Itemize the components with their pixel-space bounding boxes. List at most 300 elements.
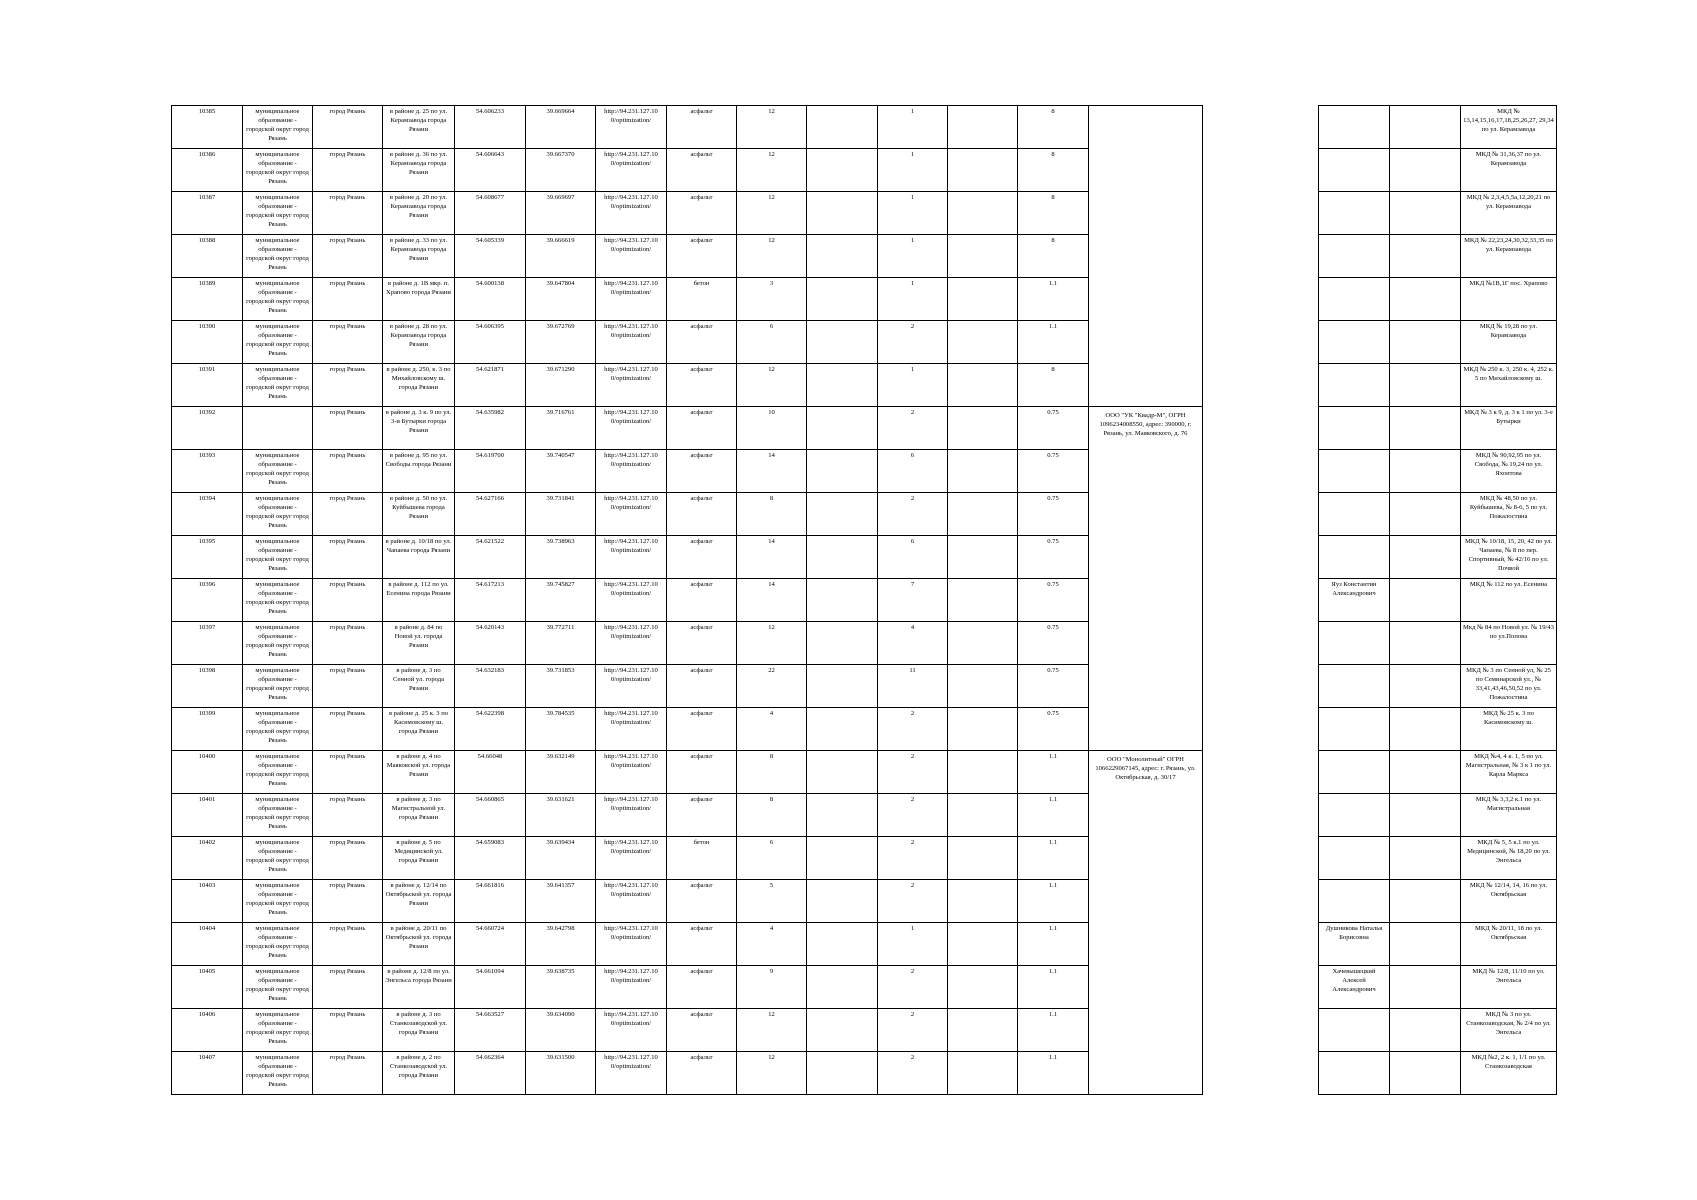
number-cell: 10385 <box>172 106 243 149</box>
column-gap <box>1203 235 1319 278</box>
volume-cell: 1.1 <box>1018 321 1089 364</box>
volume-cell: 0.75 <box>1018 622 1089 665</box>
area-count-cell: 2 <box>878 880 948 923</box>
city-cell: город Рязань <box>313 622 383 665</box>
volume-cell: 0.75 <box>1018 450 1089 493</box>
empty-cell <box>1390 837 1461 880</box>
empty-cell <box>807 450 878 493</box>
cover-cell: бетон <box>667 278 737 321</box>
empty-cell <box>807 106 878 149</box>
city-cell: город Рязань <box>313 579 383 622</box>
city-cell: город Рязань <box>313 837 383 880</box>
number-cell: 10402 <box>172 837 243 880</box>
empty-cell <box>948 751 1018 794</box>
url-cell: http://94.231.127.10 0/optimization/ <box>596 966 667 1009</box>
address-cell: в районе д. 3 по Станкозаводской ул. города Рязани <box>383 1009 455 1052</box>
table-row <box>172 622 1557 665</box>
city-cell: город Рязань <box>313 708 383 751</box>
url-cell: http://94.231.127.10 0/optimization/ <box>596 106 667 149</box>
column-gap <box>1203 364 1319 407</box>
area-count-cell: 2 <box>878 321 948 364</box>
table-row <box>172 235 1557 278</box>
address-cell: в районе д. 84 по Новой ул. города Рязани <box>383 622 455 665</box>
column-gap <box>1203 794 1319 837</box>
address-cell: в районе д. 20/11 по Октябрьской ул. города Рязани <box>383 923 455 966</box>
area-count-cell: 11 <box>878 665 948 708</box>
table-row <box>172 1052 1557 1095</box>
latitude-cell: 54.635982 <box>455 407 526 450</box>
cover-cell: асфальт <box>667 794 737 837</box>
containers-count-cell: 12 <box>737 364 807 407</box>
empty-cell <box>807 364 878 407</box>
cover-cell: асфальт <box>667 407 737 450</box>
buildings-cell: МКД № 20/11, 18 по ул. Октябрьская <box>1461 923 1557 966</box>
municipality-cell: муниципальное образование - городской округ город Рязань <box>243 1009 313 1052</box>
empty-cell <box>807 149 878 192</box>
containers-count-cell: 12 <box>737 1009 807 1052</box>
area-count-cell: 2 <box>878 493 948 536</box>
containers-count-cell: 12 <box>737 622 807 665</box>
longitude-cell: 39.638735 <box>526 966 596 1009</box>
empty-cell <box>948 966 1018 1009</box>
empty-cell <box>807 708 878 751</box>
municipality-cell: муниципальное образование - городской округ город Рязань <box>243 321 313 364</box>
url-cell: http://94.231.127.10 0/optimization/ <box>596 536 667 579</box>
empty-cell <box>807 966 878 1009</box>
empty-cell <box>1390 364 1461 407</box>
empty-cell <box>1390 708 1461 751</box>
empty-cell <box>807 536 878 579</box>
owner-cell <box>1319 364 1390 407</box>
municipality-cell: муниципальное образование - городской округ город Рязань <box>243 149 313 192</box>
empty-cell <box>807 321 878 364</box>
city-cell: город Рязань <box>313 1009 383 1052</box>
owner-cell <box>1319 450 1390 493</box>
empty-cell <box>807 579 878 622</box>
empty-cell <box>807 622 878 665</box>
owner-cell <box>1319 622 1390 665</box>
area-count-cell: 2 <box>878 1052 948 1095</box>
buildings-cell: МКД № 3,3,2 к.1 по ул. Магистральная <box>1461 794 1557 837</box>
city-cell: город Рязань <box>313 235 383 278</box>
volume-cell: 1.1 <box>1018 966 1089 1009</box>
city-cell: город Рязань <box>313 794 383 837</box>
volume-cell: 0.75 <box>1018 493 1089 536</box>
number-cell: 10397 <box>172 622 243 665</box>
table-row <box>172 794 1557 837</box>
city-cell: город Рязань <box>313 966 383 1009</box>
empty-cell <box>807 880 878 923</box>
address-cell: в районе д. 12/8 по ул. Энгельса города Рязани <box>383 966 455 1009</box>
latitude-cell: 54.608677 <box>455 192 526 235</box>
city-cell: город Рязань <box>313 923 383 966</box>
empty-cell <box>1390 493 1461 536</box>
url-cell: http://94.231.127.10 0/optimization/ <box>596 149 667 192</box>
latitude-cell: 54.622398 <box>455 708 526 751</box>
address-cell: в районе д. 12/14 по Октябрьской ул. города Рязани <box>383 880 455 923</box>
latitude-cell: 54.605339 <box>455 235 526 278</box>
longitude-cell: 39.738963 <box>526 536 596 579</box>
longitude-cell: 39.666619 <box>526 235 596 278</box>
city-cell: город Рязань <box>313 192 383 235</box>
latitude-cell: 54.619700 <box>455 450 526 493</box>
longitude-cell: 39.669664 <box>526 106 596 149</box>
owner-cell <box>1319 493 1390 536</box>
url-cell: http://94.231.127.10 0/optimization/ <box>596 321 667 364</box>
column-gap <box>1203 536 1319 579</box>
buildings-cell: МКД № 25 к. 3 по Касимовскому ш. <box>1461 708 1557 751</box>
url-cell: http://94.231.127.10 0/optimization/ <box>596 278 667 321</box>
volume-cell: 1.1 <box>1018 794 1089 837</box>
owner-cell <box>1319 794 1390 837</box>
address-cell: в районе д. 250, к. 3 по Михайловскому ш. города Рязани <box>383 364 455 407</box>
containers-count-cell: 14 <box>737 579 807 622</box>
address-cell: в районе д. 33 по ул. Керамзавода города Рязани <box>383 235 455 278</box>
longitude-cell: 39.634090 <box>526 1009 596 1052</box>
empty-cell <box>1390 278 1461 321</box>
empty-cell <box>948 837 1018 880</box>
cover-cell: асфальт <box>667 493 737 536</box>
buildings-cell: МКД № 2,3,4,5,5а,12,20,21 по ул. Керамзавода <box>1461 192 1557 235</box>
municipality-cell: муниципальное образование - городской округ город Рязань <box>243 622 313 665</box>
column-gap <box>1203 192 1319 235</box>
longitude-cell: 39.641357 <box>526 880 596 923</box>
longitude-cell: 39.669697 <box>526 192 596 235</box>
empty-cell <box>948 192 1018 235</box>
containers-count-cell: 8 <box>737 493 807 536</box>
owner-cell <box>1319 192 1390 235</box>
empty-cell <box>807 837 878 880</box>
empty-cell <box>948 665 1018 708</box>
empty-cell <box>948 106 1018 149</box>
empty-cell <box>948 1009 1018 1052</box>
empty-cell <box>948 364 1018 407</box>
cover-cell: асфальт <box>667 966 737 1009</box>
number-cell: 10392 <box>172 407 243 450</box>
municipality-cell: муниципальное образование - городской округ город Рязань <box>243 794 313 837</box>
cover-cell: асфальт <box>667 321 737 364</box>
empty-cell <box>1390 966 1461 1009</box>
cover-cell: асфальт <box>667 1052 737 1095</box>
number-cell: 10399 <box>172 708 243 751</box>
containers-count-cell: 12 <box>737 1052 807 1095</box>
municipality-cell: муниципальное образование - городской округ город Рязань <box>243 837 313 880</box>
cover-cell: асфальт <box>667 192 737 235</box>
volume-cell: 8 <box>1018 364 1089 407</box>
empty-cell <box>1390 407 1461 450</box>
empty-cell <box>807 235 878 278</box>
empty-cell <box>1390 149 1461 192</box>
containers-count-cell: 8 <box>737 794 807 837</box>
area-count-cell: 1 <box>878 235 948 278</box>
column-gap <box>1203 708 1319 751</box>
buildings-cell: МКД № 3 по Сенной ул, № 25 по Семинарской ул., № 33,41,43,46,50,52 по ул. Пожалостина <box>1461 665 1557 708</box>
column-gap <box>1203 1052 1319 1095</box>
containers-count-cell: 4 <box>737 708 807 751</box>
area-count-cell: 6 <box>878 450 948 493</box>
table-row <box>172 106 1557 149</box>
containers-count-cell: 12 <box>737 149 807 192</box>
column-gap <box>1203 493 1319 536</box>
column-gap <box>1203 106 1319 149</box>
empty-cell <box>1390 450 1461 493</box>
cover-cell: асфальт <box>667 235 737 278</box>
latitude-cell: 54.663527 <box>455 1009 526 1052</box>
table-row <box>172 579 1557 622</box>
empty-cell <box>807 751 878 794</box>
municipality-cell: муниципальное образование - городской округ город Рязань <box>243 708 313 751</box>
address-cell: в районе д. 28 по ул. Керамзавода города Рязани <box>383 321 455 364</box>
column-gap <box>1203 407 1319 450</box>
empty-cell <box>1390 923 1461 966</box>
latitude-cell: 54.621871 <box>455 364 526 407</box>
address-cell: в районе д. 112 по ул. Есенина города Рязани <box>383 579 455 622</box>
area-count-cell: 2 <box>878 837 948 880</box>
address-cell: в районе д. 4 по Маяковской ул. города Рязани <box>383 751 455 794</box>
number-cell: 10406 <box>172 1009 243 1052</box>
cover-cell: асфальт <box>667 751 737 794</box>
buildings-cell: МКД № 12/14, 14, 16 по ул. Октябрьская <box>1461 880 1557 923</box>
url-cell: http://94.231.127.10 0/optimization/ <box>596 708 667 751</box>
longitude-cell: 39.745827 <box>526 579 596 622</box>
column-gap <box>1203 149 1319 192</box>
longitude-cell: 39.631621 <box>526 794 596 837</box>
latitude-cell: 54.659083 <box>455 837 526 880</box>
table-row <box>172 966 1557 1009</box>
latitude-cell: 54.660865 <box>455 794 526 837</box>
volume-cell: 0.75 <box>1018 708 1089 751</box>
column-gap <box>1203 579 1319 622</box>
number-cell: 10387 <box>172 192 243 235</box>
address-cell: в районе д. 5 по Медицинской ул. города Рязани <box>383 837 455 880</box>
municipality-cell: муниципальное образование - городской округ город Рязань <box>243 1052 313 1095</box>
owner-cell <box>1319 536 1390 579</box>
empty-cell <box>1390 794 1461 837</box>
column-gap <box>1203 450 1319 493</box>
volume-cell: 8 <box>1018 106 1089 149</box>
area-count-cell: 1 <box>878 192 948 235</box>
owner-cell <box>1319 321 1390 364</box>
volume-cell: 1.1 <box>1018 751 1089 794</box>
area-count-cell: 2 <box>878 751 948 794</box>
longitude-cell: 39.671290 <box>526 364 596 407</box>
buildings-cell: МКД № 31,36,37 по ул. Керамзавода <box>1461 149 1557 192</box>
latitude-cell: 54.661094 <box>455 966 526 1009</box>
buildings-cell: Мкд № 84 по Новой ул. № 19/43 по ул.Попова <box>1461 622 1557 665</box>
address-cell: в районе д. 1В мкр. п. Храпово города Рязани <box>383 278 455 321</box>
longitude-cell: 39.647804 <box>526 278 596 321</box>
url-cell: http://94.231.127.10 0/optimization/ <box>596 1052 667 1095</box>
column-gap <box>1203 923 1319 966</box>
owner-cell <box>1319 149 1390 192</box>
column-gap <box>1203 966 1319 1009</box>
empty-cell <box>807 665 878 708</box>
longitude-cell: 39.772711 <box>526 622 596 665</box>
table-row <box>172 364 1557 407</box>
operator-cell <box>1089 106 1203 407</box>
latitude-cell: 54.621522 <box>455 536 526 579</box>
url-cell: http://94.231.127.10 0/optimization/ <box>596 192 667 235</box>
url-cell: http://94.231.127.10 0/optimization/ <box>596 407 667 450</box>
containers-count-cell: 12 <box>737 192 807 235</box>
buildings-cell: МКД №1В,1Г пос. Храпово <box>1461 278 1557 321</box>
area-count-cell: 1 <box>878 923 948 966</box>
url-cell: http://94.231.127.10 0/optimization/ <box>596 665 667 708</box>
volume-cell: 8 <box>1018 235 1089 278</box>
volume-cell: 1.1 <box>1018 837 1089 880</box>
volume-cell: 1.1 <box>1018 1052 1089 1095</box>
url-cell: http://94.231.127.10 0/optimization/ <box>596 751 667 794</box>
number-cell: 10403 <box>172 880 243 923</box>
address-cell: в районе д. 2 по Станкозаводской ул. города Рязани <box>383 1052 455 1095</box>
latitude-cell: 54.627166 <box>455 493 526 536</box>
column-gap <box>1203 665 1319 708</box>
city-cell: город Рязань <box>313 493 383 536</box>
containers-count-cell: 14 <box>737 536 807 579</box>
empty-cell <box>948 450 1018 493</box>
table-row <box>172 751 1557 794</box>
owner-cell <box>1319 407 1390 450</box>
longitude-cell: 39.731853 <box>526 665 596 708</box>
buildings-cell: МКД № 22,23,24,30,32,33,35 по ул. Керамзавода <box>1461 235 1557 278</box>
number-cell: 10389 <box>172 278 243 321</box>
containers-count-cell: 3 <box>737 278 807 321</box>
latitude-cell: 54.66048 <box>455 751 526 794</box>
longitude-cell: 39.667370 <box>526 149 596 192</box>
municipality-cell: муниципальное образование - городской округ город Рязань <box>243 536 313 579</box>
buildings-cell: МКД № 19,28 по ул. Керамзавода <box>1461 321 1557 364</box>
number-cell: 10398 <box>172 665 243 708</box>
area-count-cell: 2 <box>878 708 948 751</box>
empty-cell <box>1390 1009 1461 1052</box>
number-cell: 10391 <box>172 364 243 407</box>
url-cell: http://94.231.127.10 0/optimization/ <box>596 622 667 665</box>
buildings-cell: МКД № 10/18, 15, 20, 42 по ул. Чапаева, № 8 по пер. Спортивный, № 42/16 по ул. Почвой <box>1461 536 1557 579</box>
area-count-cell: 2 <box>878 1009 948 1052</box>
address-cell: в районе д. 36 по ул. Керамзавода города Рязани <box>383 149 455 192</box>
longitude-cell: 39.672769 <box>526 321 596 364</box>
table-row <box>172 149 1557 192</box>
buildings-cell: МКД № 250 к. 3, 250 к. 4, 252 к. 5 по Михайловскому ш. <box>1461 364 1557 407</box>
table-row <box>172 321 1557 364</box>
volume-cell: 0.75 <box>1018 665 1089 708</box>
municipality-cell: муниципальное образование - городской округ город Рязань <box>243 751 313 794</box>
table-row <box>172 493 1557 536</box>
owner-cell <box>1319 880 1390 923</box>
cover-cell: асфальт <box>667 622 737 665</box>
operator-cell: ООО "УК "Квадр-М", ОГРН 1096234008550, адрес: 390000, г. Рязань, ул. Маяковского, д. 76 <box>1089 407 1203 751</box>
longitude-cell: 39.716761 <box>526 407 596 450</box>
url-cell: http://94.231.127.10 0/optimization/ <box>596 450 667 493</box>
address-cell: в районе д. 25 по ул. Керамзавода города Рязани <box>383 106 455 149</box>
empty-cell <box>948 407 1018 450</box>
empty-cell <box>948 235 1018 278</box>
owner-cell <box>1319 1009 1390 1052</box>
city-cell: город Рязань <box>313 364 383 407</box>
empty-cell <box>948 1052 1018 1095</box>
volume-cell: 8 <box>1018 192 1089 235</box>
number-cell: 10386 <box>172 149 243 192</box>
empty-cell <box>948 622 1018 665</box>
volume-cell: 0.75 <box>1018 579 1089 622</box>
city-cell: город Рязань <box>313 665 383 708</box>
cover-cell: асфальт <box>667 665 737 708</box>
empty-cell <box>1390 536 1461 579</box>
number-cell: 10393 <box>172 450 243 493</box>
table-row <box>172 923 1557 966</box>
area-count-cell: 1 <box>878 278 948 321</box>
address-cell: в районе д. 10/18 по ул. Чапаева города Рязани <box>383 536 455 579</box>
area-count-cell: 2 <box>878 966 948 1009</box>
municipality-cell: муниципальное образование - городской округ город Рязань <box>243 665 313 708</box>
buildings-cell: МКД № 3 по ул. Станкозаводская, № 2/4 по ул. Энгельса <box>1461 1009 1557 1052</box>
empty-cell <box>948 794 1018 837</box>
column-gap <box>1203 622 1319 665</box>
containers-count-cell: 6 <box>737 837 807 880</box>
column-gap <box>1203 1009 1319 1052</box>
area-count-cell: 1 <box>878 149 948 192</box>
municipality-cell: муниципальное образование - городской округ город Рязань <box>243 278 313 321</box>
municipality-cell <box>243 407 313 450</box>
owner-cell: Душникова Наталья Борисовна <box>1319 923 1390 966</box>
containers-count-cell: 14 <box>737 450 807 493</box>
empty-cell <box>948 278 1018 321</box>
area-count-cell: 2 <box>878 407 948 450</box>
buildings-cell: МКД № 12/8, 11/10 по ул. Энгельса <box>1461 966 1557 1009</box>
containers-count-cell: 22 <box>737 665 807 708</box>
cover-cell: асфальт <box>667 579 737 622</box>
cover-cell: асфальт <box>667 708 737 751</box>
number-cell: 10404 <box>172 923 243 966</box>
empty-cell <box>807 278 878 321</box>
empty-cell <box>948 149 1018 192</box>
containers-count-cell: 9 <box>737 966 807 1009</box>
table-row <box>172 880 1557 923</box>
cover-cell: асфальт <box>667 880 737 923</box>
latitude-cell: 54.660724 <box>455 923 526 966</box>
volume-cell: 0.75 <box>1018 536 1089 579</box>
url-cell: http://94.231.127.10 0/optimization/ <box>596 1009 667 1052</box>
number-cell: 10390 <box>172 321 243 364</box>
url-cell: http://94.231.127.10 0/optimization/ <box>596 579 667 622</box>
municipality-cell: муниципальное образование - городской округ город Рязань <box>243 493 313 536</box>
city-cell: город Рязань <box>313 407 383 450</box>
longitude-cell: 39.740547 <box>526 450 596 493</box>
municipality-cell: муниципальное образование - городской округ город Рязань <box>243 192 313 235</box>
containers-count-cell: 12 <box>737 106 807 149</box>
empty-cell <box>948 493 1018 536</box>
owner-cell <box>1319 235 1390 278</box>
city-cell: город Рязань <box>313 1052 383 1095</box>
empty-cell <box>1390 321 1461 364</box>
column-gap <box>1203 321 1319 364</box>
containers-count-cell: 6 <box>737 321 807 364</box>
url-cell: http://94.231.127.10 0/optimization/ <box>596 880 667 923</box>
area-count-cell: 2 <box>878 794 948 837</box>
owner-cell: Яуз Константин Александрович <box>1319 579 1390 622</box>
owner-cell <box>1319 665 1390 708</box>
containers-count-cell: 5 <box>737 880 807 923</box>
containers-count-cell: 12 <box>737 235 807 278</box>
table-row <box>172 708 1557 751</box>
empty-cell <box>948 579 1018 622</box>
empty-cell <box>807 407 878 450</box>
latitude-cell: 54.606395 <box>455 321 526 364</box>
number-cell: 10405 <box>172 966 243 1009</box>
url-cell: http://94.231.127.10 0/optimization/ <box>596 923 667 966</box>
containers-count-cell: 4 <box>737 923 807 966</box>
volume-cell: 1.1 <box>1018 278 1089 321</box>
